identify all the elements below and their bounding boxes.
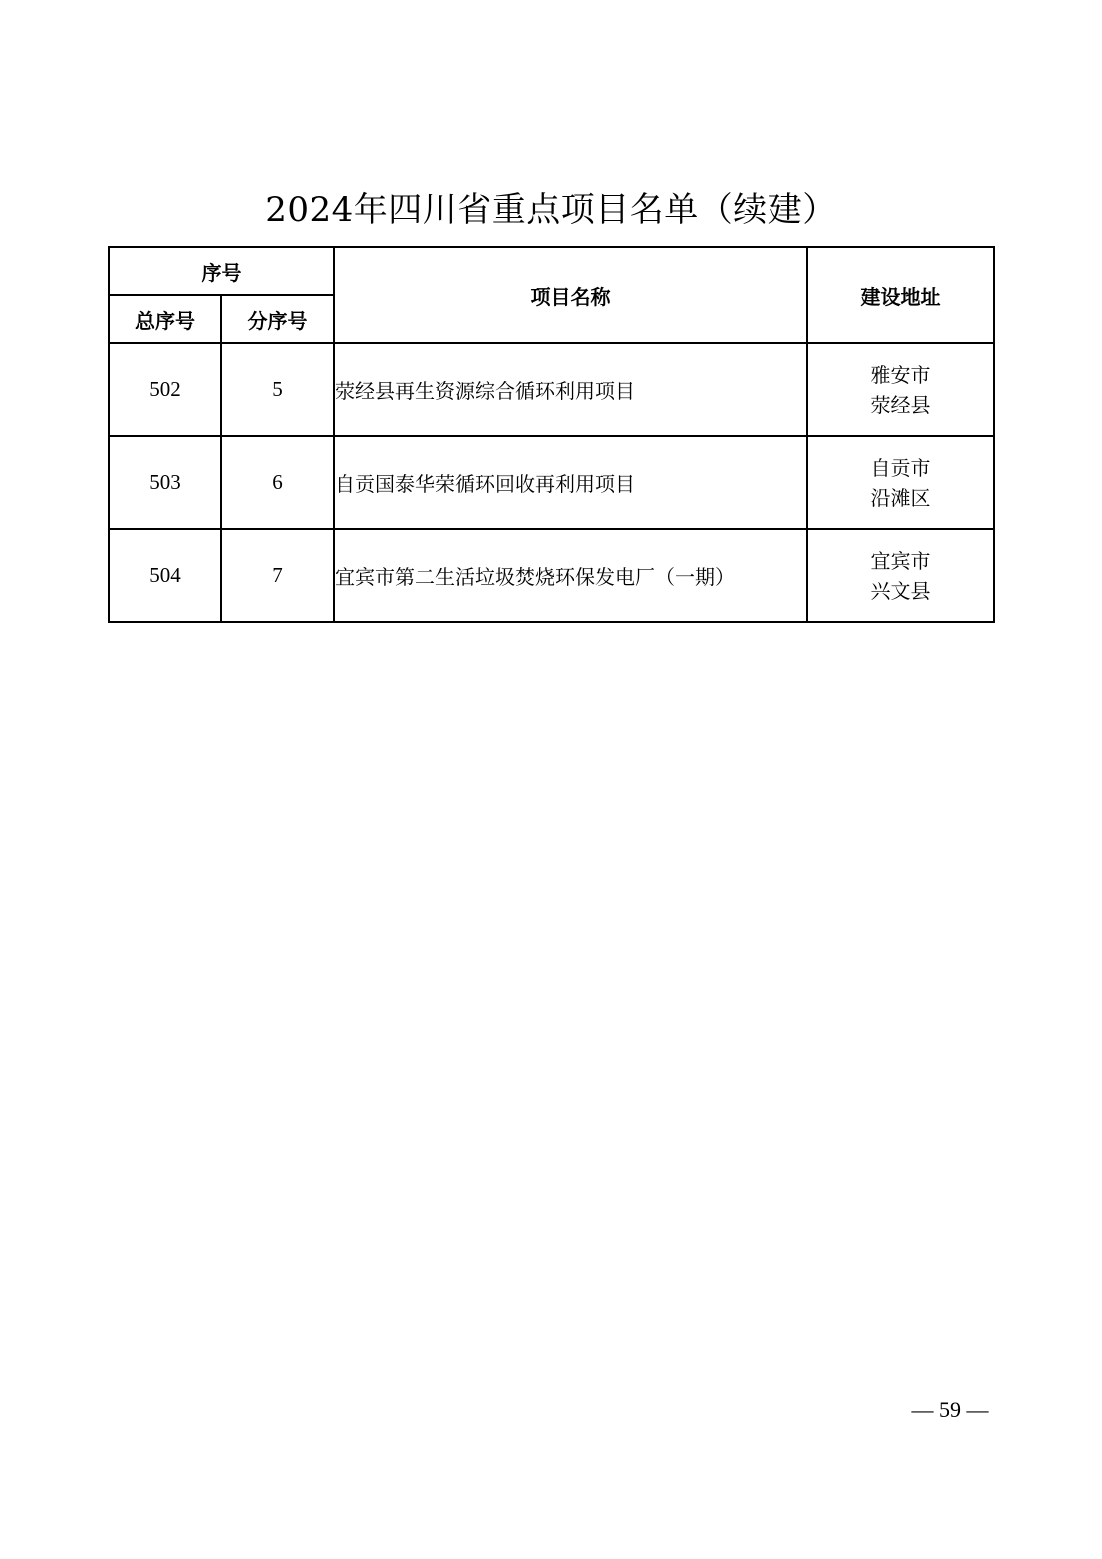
cell-total-seq: 504 bbox=[109, 529, 221, 622]
table-row bbox=[109, 343, 994, 436]
location-county: 沿滩区 bbox=[870, 485, 931, 510]
table-row bbox=[109, 529, 994, 622]
page-title: 2024年四川省重点项目名单（续建） bbox=[265, 190, 837, 230]
location-city: 自贡市 bbox=[870, 455, 931, 480]
table-row bbox=[109, 436, 994, 529]
cell-total-seq: 503 bbox=[109, 436, 221, 529]
cell-project-name: 荥经县再生资源综合循环利用项目 bbox=[334, 343, 807, 436]
cell-sub-seq: 7 bbox=[221, 529, 334, 622]
header-sub-seq: 分序号 bbox=[221, 295, 334, 343]
page-number: — 59 — bbox=[911, 1397, 989, 1422]
cell-location bbox=[807, 343, 994, 436]
location-county: 兴文县 bbox=[870, 578, 931, 603]
cell-location bbox=[807, 436, 994, 529]
header-location: 建设地址 bbox=[807, 247, 994, 343]
location-city: 宜宾市 bbox=[870, 548, 931, 573]
project-table bbox=[108, 246, 995, 623]
cell-total-seq: 502 bbox=[109, 343, 221, 436]
table-header-row bbox=[109, 247, 994, 295]
location-county: 荥经县 bbox=[870, 392, 931, 417]
cell-sub-seq: 5 bbox=[221, 343, 334, 436]
location-city: 雅安市 bbox=[870, 362, 931, 387]
cell-project-name: 自贡国泰华荣循环回收再利用项目 bbox=[334, 436, 807, 529]
cell-project-name: 宜宾市第二生活垃圾焚烧环保发电厂（一期） bbox=[334, 529, 807, 622]
cell-sub-seq: 6 bbox=[221, 436, 334, 529]
header-project-name: 项目名称 bbox=[334, 247, 807, 343]
cell-location bbox=[807, 529, 994, 622]
header-seq-group: 序号 bbox=[109, 247, 334, 295]
header-total-seq: 总序号 bbox=[109, 295, 221, 343]
